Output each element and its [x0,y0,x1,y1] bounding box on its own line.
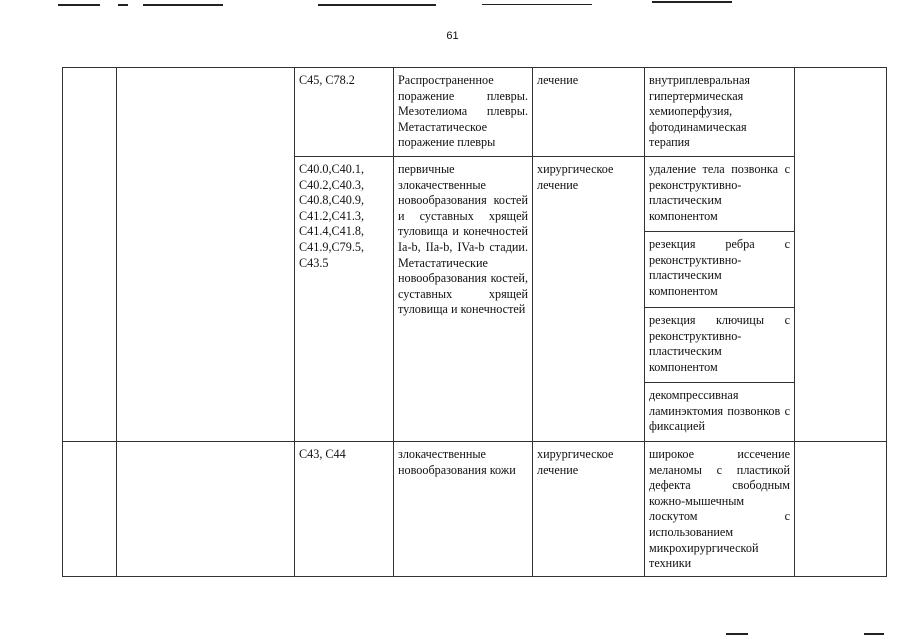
treatment-type: хирургическое лечение [537,162,614,192]
icd-codes: C40.0,C40.1, C40.2,C40.3, C40.8,C40.9, C41.2,C41.3, C41.4,C41.8, C41.9,C79.5, C43.5 [299,162,365,270]
codes-cell [295,68,394,157]
treatment-method: удаление тела позвонка с реконструктивно-пластическим компонентом [649,162,790,223]
method-cell [645,308,795,383]
method-cell [645,442,795,577]
scan-mark-line [318,4,436,6]
method-cell [645,232,795,308]
scan-mark-line [58,4,100,6]
scan-mark-line [143,4,223,6]
icd-codes: C43, C44 [299,447,346,461]
treatment-method: резекция ключицы с реконструктивно-пластическим компонентом [649,313,790,374]
scan-mark-line [726,633,748,635]
codes-cell [295,157,394,442]
profile-cell [117,68,295,442]
disease-cell [394,68,533,157]
treatment-method: широкое иссечение меланомы с пластикой дефекта свободным кожно-мышечным лоскутом с использованием микрохирургической техники [649,447,790,571]
table-row [63,68,887,157]
row-number-cell [63,68,117,442]
codes-cell [295,442,394,577]
treatment-method: декомпрессивная ламинэктомия позвонков с фиксацией [649,388,790,434]
scan-mark-line [482,4,592,5]
treatment-type: хирургическое лечение [537,447,614,477]
treatment-type-cell [533,68,645,157]
profile-cell [117,442,295,577]
treatment-table [62,67,887,577]
treatment-type-cell [533,442,645,577]
treatment-type: лечение [537,73,579,87]
scan-mark-line [652,1,732,3]
method-cell [645,383,795,442]
disease-cell [394,157,533,442]
cost-cell [795,68,887,442]
row-number-cell [63,442,117,577]
scan-mark-line [118,4,128,6]
treatment-method: внутриплевральная гипертермическая хемиоперфузия, фотодинамическая терапия [649,73,751,150]
cost-cell [795,442,887,577]
disease-description: Распространенное поражение плевры. Мезотелиома плевры. Метастатическое поражение плевры [398,73,528,150]
method-cell [645,157,795,232]
disease-cell [394,442,533,577]
treatment-type-cell [533,157,645,442]
scan-mark-line [864,633,884,635]
treatment-method: резекция ребра с реконструктивно-пластическим компонентом [649,237,790,298]
disease-description: первичные злокачественные новообразования костей и суставных хрящей туловища и конечностей Ia-b, IIa-b, IVa-b стадии. Метастатические новообразования костей, суставных хрящей туловища и конечностей [398,162,528,317]
table-row [63,442,887,577]
method-cell [645,68,795,157]
page-number: 61 [446,30,459,42]
disease-description: злокачественные новообразования кожи [398,447,516,477]
icd-codes: C45, C78.2 [299,73,355,87]
